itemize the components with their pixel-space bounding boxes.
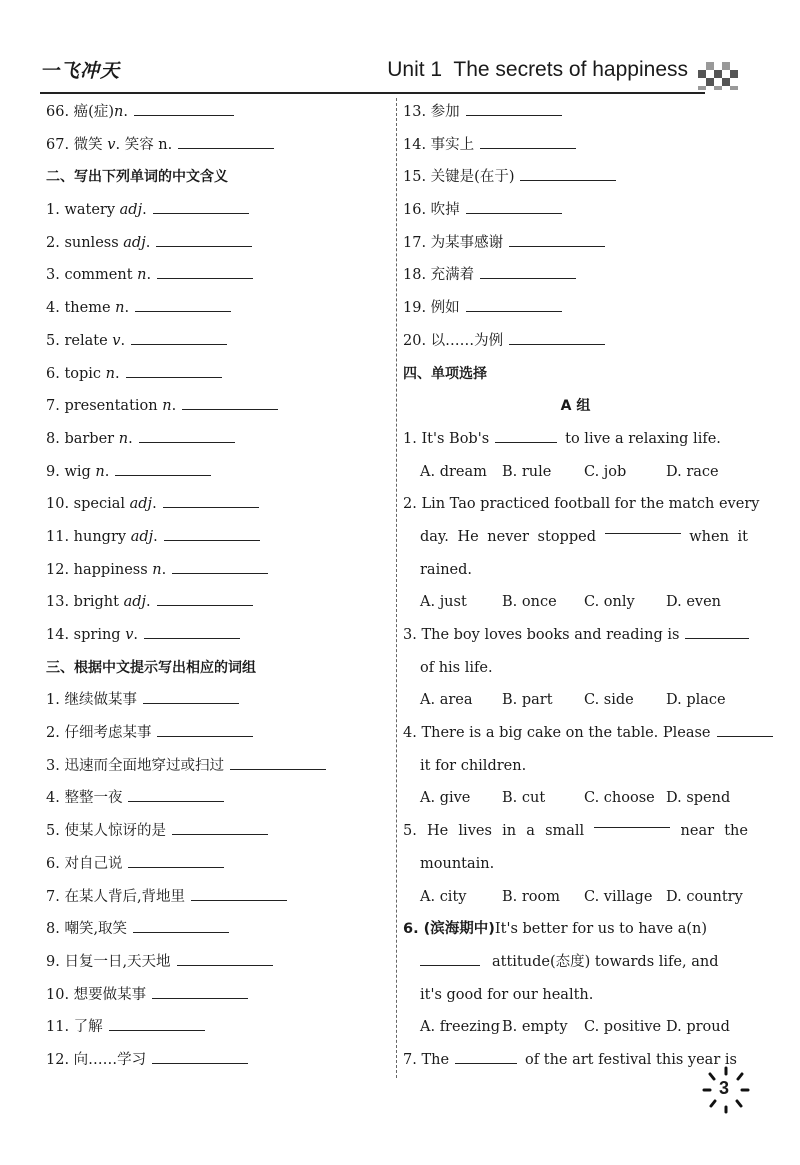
answer-blank[interactable] [685, 626, 749, 639]
answer-blank[interactable] [177, 953, 273, 966]
answer-blank[interactable] [717, 724, 773, 737]
question-2-line-2 [403, 521, 748, 554]
list-item [46, 423, 386, 456]
item-pos: v [112, 332, 121, 349]
list-item [46, 390, 386, 423]
answer-blank[interactable] [134, 103, 234, 116]
question-3 [403, 619, 748, 652]
word: He [427, 823, 449, 840]
item-dot: . [171, 398, 177, 415]
section-3-list [46, 684, 386, 1076]
item-pos: n [105, 365, 115, 382]
question-text: attitude(态度) towards life, and [492, 953, 719, 970]
answer-blank[interactable] [455, 1051, 517, 1064]
option-d[interactable]: D. place [666, 692, 726, 709]
question-6-line-1 [403, 913, 748, 946]
word: day. [420, 528, 449, 545]
item-text: 13. bright [46, 594, 124, 611]
option-d[interactable]: D. spend [666, 790, 731, 807]
item-text: 13. 参加 [403, 104, 460, 120]
option-d[interactable]: D. country [666, 888, 743, 905]
answer-blank[interactable] [157, 593, 253, 606]
list-item [46, 259, 386, 292]
answer-blank[interactable] [605, 521, 681, 534]
item-pos: n [162, 398, 172, 415]
item-text: 4. theme [46, 300, 116, 317]
answer-blank[interactable] [480, 136, 576, 149]
item-text: 10. 想要做某事 [46, 986, 147, 1003]
option-b[interactable]: B. empty [502, 1019, 568, 1036]
item-text: 18. 充满着 [403, 267, 475, 284]
answer-blank[interactable] [466, 201, 562, 214]
option-d[interactable]: D. even [666, 594, 722, 611]
item-text: 8. barber [46, 430, 119, 447]
question-2-options [403, 586, 748, 619]
item-text: 20. 以……为例 [403, 332, 504, 349]
answer-blank[interactable] [133, 920, 229, 933]
question-2-line-3: rained. [420, 561, 473, 578]
item-pos: v [125, 627, 134, 643]
option-c[interactable]: C. choose [584, 790, 655, 807]
item-text: 3. 迅速而全面地穿过或扫过 [46, 757, 224, 774]
word: near [680, 823, 715, 840]
item-pos: n [113, 104, 124, 120]
item-pos: adj [129, 496, 153, 513]
item-text: 19. 例如 [403, 300, 460, 317]
word: when [689, 528, 729, 545]
item-pos: n [118, 430, 129, 447]
item-pos: n [137, 267, 147, 284]
answer-blank[interactable] [466, 103, 562, 116]
item-dot: . [115, 365, 120, 382]
item-text: 17. 为某事感谢 [403, 234, 504, 251]
item-text: 6. 对自己说 [46, 855, 123, 872]
header-rule [40, 92, 705, 94]
option-a[interactable]: A. dream [420, 463, 487, 480]
answer-blank[interactable] [157, 266, 253, 279]
option-a[interactable]: A. city [420, 888, 467, 905]
answer-blank[interactable] [153, 201, 249, 214]
question-text: 3. The boy loves books and reading is [403, 627, 680, 643]
item-text: 14. 事实上 [403, 136, 475, 153]
list-item [46, 554, 386, 587]
list-item [403, 292, 748, 325]
word: small [545, 823, 585, 840]
item-text: 5. 使某人惊讶的是 [46, 823, 166, 840]
item-dot: . [152, 496, 157, 513]
item-after: . [123, 104, 128, 120]
question-text: 7. The [403, 1051, 450, 1068]
list-item [46, 227, 386, 260]
item-text: 5. relate [46, 332, 113, 349]
answer-blank[interactable] [509, 234, 605, 247]
list-item [46, 619, 386, 652]
answer-blank[interactable] [230, 757, 326, 770]
item-text: 7. presentation [46, 398, 163, 415]
item-text: 11. 了解 [46, 1019, 103, 1036]
word: never [487, 528, 529, 545]
item-text: 9. 日复一日,天天地 [46, 953, 171, 970]
list-item [46, 946, 386, 979]
item-dot: . [161, 561, 167, 578]
word: stopped [537, 528, 596, 545]
item-text: 11. hungry [46, 528, 131, 545]
answer-blank[interactable] [157, 724, 253, 737]
list-item [46, 979, 386, 1012]
answer-blank[interactable] [178, 136, 274, 149]
answer-blank[interactable] [182, 397, 278, 410]
question-7 [403, 1044, 748, 1077]
question-6-options [403, 1011, 748, 1044]
right-column [403, 96, 760, 1077]
answer-blank[interactable] [135, 299, 231, 312]
item-pos: n [115, 300, 125, 317]
list-item [46, 194, 386, 227]
item-text: 9. wig [46, 463, 96, 480]
item-text: 2. 仔细考虑某事 [46, 725, 152, 742]
list-item [46, 750, 386, 783]
item-text: 10. special [46, 496, 130, 513]
list-item [46, 521, 386, 554]
option-b[interactable]: B. cut [502, 790, 546, 807]
answer-blank[interactable] [509, 332, 605, 345]
item-text: 16. 吹掉 [403, 202, 460, 219]
answer-blank[interactable] [115, 463, 211, 476]
list-item [46, 782, 386, 815]
option-c[interactable]: C. only [584, 594, 635, 611]
question-5-line-2: mountain. [420, 855, 495, 872]
question-1 [403, 423, 748, 456]
list-item [403, 96, 748, 129]
section-3-continued-list [403, 96, 748, 358]
item-pos: adj [123, 594, 147, 611]
item-text: 3. comment [46, 267, 138, 284]
answer-blank[interactable] [128, 855, 224, 868]
group-title: A 组 [560, 398, 591, 415]
list-item [46, 913, 386, 946]
list-item [46, 881, 386, 914]
brand-logo: 一飞冲天 [40, 60, 121, 82]
item-text: 66. 癌(症) [46, 104, 114, 120]
section-3-title: 三、根据中文提示写出相应的词组 [46, 659, 256, 676]
answer-blank[interactable] [139, 430, 235, 443]
item-dot: . [146, 267, 152, 284]
question-text: of the art festival this year is [525, 1051, 737, 1068]
answer-blank[interactable] [495, 430, 557, 443]
answer-blank[interactable] [480, 266, 576, 279]
word: it [737, 528, 748, 545]
answer-blank[interactable] [466, 299, 562, 312]
item-after: . 笑容 n. [115, 136, 173, 153]
list-item [403, 161, 748, 194]
item-dot: . [153, 528, 158, 545]
answer-blank[interactable] [143, 691, 239, 704]
item-text: 7. 在某人背后,背地里 [46, 888, 186, 905]
list-item [46, 1044, 386, 1077]
answer-blank[interactable] [163, 495, 259, 508]
item-dot: . [104, 463, 110, 480]
section-2-list [46, 194, 386, 652]
vocab-item-66 [46, 96, 386, 129]
option-c[interactable]: C. positive [584, 1019, 662, 1036]
item-dot: . [146, 594, 151, 611]
item-text: 8. 嘲笑,取笑 [46, 921, 128, 938]
answer-blank[interactable] [172, 822, 268, 835]
question-text: 4. There is a big cake on the table. Please [403, 725, 711, 742]
option-b[interactable]: B. part [502, 692, 553, 709]
question-3-line-2: of his life. [420, 659, 493, 676]
word: lives [458, 823, 492, 840]
question-source-tag: 6. (滨海期中) [403, 921, 495, 938]
answer-blank[interactable] [594, 815, 670, 828]
list-item [403, 194, 748, 227]
word: the [724, 823, 748, 840]
item-text: 12. 向……学习 [46, 1051, 147, 1068]
question-4 [403, 717, 748, 750]
list-item [46, 1011, 386, 1044]
option-a[interactable]: A. give [420, 790, 471, 807]
word: 5. [403, 823, 417, 840]
word: in [502, 823, 517, 840]
option-d[interactable]: D. proud [666, 1019, 730, 1036]
answer-blank[interactable] [420, 953, 480, 966]
item-text: 1. 继续做某事 [46, 692, 137, 709]
word: He [457, 528, 479, 545]
list-item [46, 488, 386, 521]
item-dot: . [128, 430, 133, 447]
answer-blank[interactable] [164, 528, 260, 541]
section-2-title: 二、写出下列单词的中文含义 [46, 169, 228, 186]
question-text: It's better for us to have a(n) [494, 921, 707, 938]
item-pos: n [95, 463, 105, 480]
checker-decoration-icon [698, 60, 742, 90]
item-dot: . [120, 332, 126, 349]
page-number: 3 [719, 1078, 730, 1098]
question-3-options [403, 684, 748, 717]
answer-blank[interactable] [191, 888, 287, 901]
option-a[interactable]: A. just [420, 594, 467, 611]
item-text: 67. 微笑 [46, 136, 108, 153]
option-b[interactable]: B. room [502, 888, 561, 905]
item-pos: v [107, 136, 116, 153]
list-item [403, 259, 748, 292]
item-dot: . [133, 627, 139, 643]
item-text: 1. watery [46, 202, 120, 219]
list-item [46, 848, 386, 881]
item-pos: adj [123, 234, 146, 251]
item-text: 15. 关键是(在于) [403, 169, 515, 186]
option-c[interactable]: C. village [584, 888, 653, 905]
option-d[interactable]: D. race [666, 463, 719, 480]
item-text: 4. 整整一夜 [46, 790, 123, 807]
question-4-line-2: it for children. [420, 757, 527, 774]
vocab-item-67 [46, 129, 386, 162]
answer-blank[interactable] [520, 168, 616, 181]
item-text: 12. happiness [46, 561, 153, 578]
option-c[interactable]: C. job [584, 463, 627, 480]
list-item [46, 292, 386, 325]
answer-blank[interactable] [152, 1051, 248, 1064]
list-item [46, 684, 386, 717]
option-a[interactable]: A. area [420, 692, 473, 709]
answer-blank[interactable] [152, 986, 248, 999]
list-item [403, 129, 748, 162]
question-text: 1. It's Bob's [403, 430, 490, 447]
list-item [46, 456, 386, 489]
answer-blank[interactable] [131, 332, 227, 345]
answer-blank[interactable] [126, 365, 222, 378]
list-item [46, 325, 386, 358]
question-4-options [403, 782, 748, 815]
question-5-line-1 [403, 815, 748, 848]
answer-blank[interactable] [128, 789, 224, 802]
list-item [46, 358, 386, 391]
question-6-line-3: it's good for our health. [420, 986, 594, 1003]
column-divider [396, 98, 397, 1078]
answer-blank[interactable] [156, 234, 252, 247]
answer-blank[interactable] [109, 1018, 205, 1031]
item-text: 6. topic [46, 365, 106, 382]
word: a [526, 823, 535, 840]
option-b[interactable]: B. once [502, 594, 557, 611]
answer-blank[interactable] [144, 626, 240, 639]
list-item [46, 586, 386, 619]
list-item [46, 815, 386, 848]
item-text: 2. sunless [46, 234, 124, 251]
section-4-title: 四、单项选择 [403, 365, 487, 382]
list-item [403, 227, 748, 260]
option-c[interactable]: C. side [584, 692, 634, 709]
question-1-options [403, 456, 748, 489]
item-dot: . [145, 234, 151, 251]
question-2-line-1: 2. Lin Tao practiced football for the match every [403, 496, 760, 513]
item-pos: n [152, 561, 162, 578]
unit-title: Unit 1 The secrets of happiness [387, 58, 688, 81]
option-a[interactable]: A. freezing [420, 1019, 501, 1036]
item-text: 14. spring [46, 627, 126, 643]
list-item [46, 717, 386, 750]
question-6-line-2 [403, 946, 748, 979]
item-dot: . [142, 202, 147, 219]
item-pos: adj [130, 528, 154, 545]
question-5-options [403, 881, 748, 914]
left-column [46, 96, 386, 1077]
option-b[interactable]: B. rule [502, 463, 552, 480]
answer-blank[interactable] [172, 561, 268, 574]
item-dot: . [124, 300, 130, 317]
item-pos: adj [119, 202, 143, 219]
question-text: to live a relaxing life. [565, 430, 721, 447]
list-item [403, 325, 748, 358]
